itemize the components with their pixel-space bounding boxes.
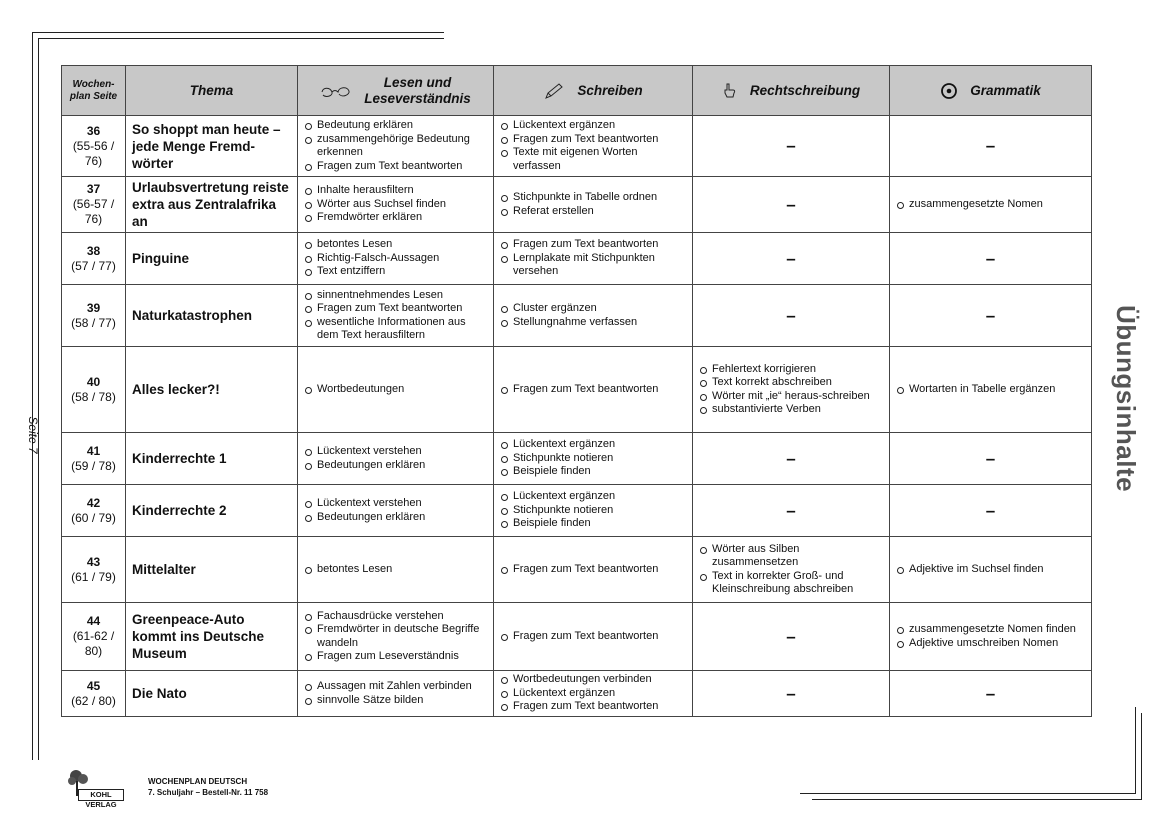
week-number: 37 <box>86 182 101 196</box>
lesen-cell <box>298 537 494 603</box>
list-item: Fragen zum Text beantworten <box>500 238 686 252</box>
header-lesen-line1: Lesen und <box>383 74 452 90</box>
list-item: Text korrekt abschreiben <box>699 376 883 390</box>
week-number: 41 <box>86 443 101 458</box>
week-plan-table <box>61 65 1092 717</box>
list-item: Beispiele finden <box>500 465 686 479</box>
week-number: 42 <box>86 495 101 510</box>
list-item: Wörter aus Silben zusammensetzen <box>699 543 883 570</box>
theme-cell: Kinderrechte 1 <box>126 433 298 485</box>
recht-cell: – <box>693 116 890 177</box>
gramm-cell <box>890 177 1092 233</box>
week-cell <box>62 285 126 347</box>
recht-cell: – <box>693 285 890 347</box>
week-number: 40 <box>86 374 101 389</box>
recht-cell: – <box>693 233 890 285</box>
week-pages: (57 / 77) <box>71 258 116 273</box>
week-cell <box>62 603 126 671</box>
list-item: Stichpunkte notieren <box>500 504 686 518</box>
table-row <box>62 603 1092 671</box>
lesen-cell <box>298 485 494 537</box>
list-item: Cluster ergänzen <box>500 302 686 316</box>
list-item: sinnvolle Sätze bilden <box>304 694 487 708</box>
list-item: Fremdwörter erklären <box>304 211 487 225</box>
list-item: Aussagen mit Zahlen verbinden <box>304 680 487 694</box>
recht-cell: – <box>693 433 890 485</box>
header-recht <box>693 66 890 116</box>
table-row <box>62 233 1092 285</box>
week-pages: (59 / 78) <box>71 458 116 473</box>
list-item: zusammengehörige Bedeutung erkennen <box>304 133 487 160</box>
list-item: Richtig-Falsch-Aussagen <box>304 252 487 266</box>
list-item: zusammengesetzte Nomen <box>896 198 1085 212</box>
week-cell <box>62 537 126 603</box>
week-number: 43 <box>86 554 101 569</box>
table-row <box>62 116 1092 177</box>
header-schreiben-label: Schreiben <box>577 83 643 98</box>
list-item: Text in korrekter Groß- und Kleinschreibung abschreiben <box>699 570 883 597</box>
lesen-cell <box>298 177 494 233</box>
hand-pointer-icon <box>722 82 738 100</box>
side-title: Übungsinhalte <box>1111 305 1141 493</box>
table-row <box>62 347 1092 433</box>
list-item: Wortarten in Tabelle ergänzen <box>896 383 1085 397</box>
list-item: sinnentnehmendes Lesen <box>304 289 487 303</box>
schreiben-cell <box>494 177 693 233</box>
schreiben-cell <box>494 347 693 433</box>
theme-cell: So shoppt man heute – jede Menge Fremd-wörter <box>126 116 298 177</box>
schreiben-cell <box>494 433 693 485</box>
week-pages: (61-62 / 80) <box>72 629 115 658</box>
week-cell <box>62 485 126 537</box>
list-item: Referat erstellen <box>500 205 686 219</box>
list-item: Texte mit eigenen Worten verfassen <box>500 146 686 173</box>
list-item: Wortbedeutungen verbinden <box>500 673 686 687</box>
list-item: Text entziffern <box>304 265 487 279</box>
week-cell <box>62 116 126 177</box>
lesen-cell <box>298 603 494 671</box>
list-item: Stellungnahme verfassen <box>500 316 686 330</box>
recht-cell: – <box>693 603 890 671</box>
header-lesen-line2: Leseverständnis <box>364 90 471 106</box>
footer-line1: WOCHENPLAN DEUTSCH <box>148 777 248 786</box>
list-item: Fragen zum Text beantworten <box>500 133 686 147</box>
list-item: Stichpunkte in Tabelle ordnen <box>500 191 686 205</box>
theme-cell: Alles lecker?! <box>126 347 298 433</box>
frame-line-right-inner <box>1141 713 1142 800</box>
list-item: Lernplakate mit Stichpunkten versehen <box>500 252 686 279</box>
gramm-cell: – <box>890 671 1092 717</box>
schreiben-cell <box>494 285 693 347</box>
table-row <box>62 537 1092 603</box>
list-item: Fachausdrücke verstehen <box>304 610 487 624</box>
frame-line-right <box>1135 707 1136 794</box>
list-item: Lückentext ergänzen <box>500 490 686 504</box>
gramm-cell <box>890 347 1092 433</box>
footer-line2: 7. Schuljahr – Bestell-Nr. 11 758 <box>148 788 269 797</box>
gramm-cell: – <box>890 116 1092 177</box>
table-row <box>62 485 1092 537</box>
list-item: Fehlertext korrigieren <box>699 363 883 377</box>
header-lesen <box>298 66 494 116</box>
frame-line-bottom <box>800 793 1135 794</box>
list-item: Fragen zum Text beantworten <box>304 302 487 316</box>
list-item: Fragen zum Text beantworten <box>500 383 686 397</box>
list-item: Inhalte herausfiltern <box>304 184 487 198</box>
header-recht-label: Rechtschreibung <box>749 83 861 98</box>
lesen-cell <box>298 233 494 285</box>
recht-cell <box>693 537 890 603</box>
list-item: Stichpunkte notieren <box>500 452 686 466</box>
list-item: Fragen zum Text beantworten <box>304 160 487 174</box>
list-item: betontes Lesen <box>304 238 487 252</box>
week-number: 38 <box>86 243 101 258</box>
table-header-row <box>62 66 1092 116</box>
lesen-cell <box>298 285 494 347</box>
header-thema: Thema <box>126 66 298 116</box>
list-item: Wörter mit „ie“ heraus-schreiben <box>699 390 883 404</box>
theme-cell: Naturkatastrophen <box>126 285 298 347</box>
list-item: Lückentext verstehen <box>304 445 487 459</box>
frame-line-top-inner <box>38 38 444 39</box>
week-cell <box>62 347 126 433</box>
week-cell <box>62 177 126 233</box>
recht-cell: – <box>693 671 890 717</box>
list-item: Bedeutungen erklären <box>304 459 487 473</box>
lesen-cell <box>298 116 494 177</box>
footer <box>64 768 269 809</box>
week-cell <box>62 433 126 485</box>
list-item: Fragen zum Text beantworten <box>500 563 686 577</box>
theme-cell: Kinderrechte 2 <box>126 485 298 537</box>
table-row <box>62 177 1092 233</box>
list-item: Wörter aus Suchsel finden <box>304 198 487 212</box>
list-item: Wortbedeutungen <box>304 383 487 397</box>
week-number: 45 <box>86 678 101 693</box>
list-item: Fragen zum Text beantworten <box>500 700 686 714</box>
list-item: Adjektive im Suchsel finden <box>896 563 1085 577</box>
list-item: Adjektive umschreiben Nomen <box>896 637 1085 651</box>
table-row <box>62 285 1092 347</box>
list-item: betontes Lesen <box>304 563 487 577</box>
theme-cell: Greenpeace-Auto kommt ins Deutsche Museum <box>126 603 298 671</box>
lesen-cell <box>298 347 494 433</box>
header-week-line1: Wochen- <box>72 78 115 90</box>
header-week <box>62 66 126 116</box>
gramm-cell: – <box>890 433 1092 485</box>
week-pages: (60 / 79) <box>71 510 116 525</box>
list-item: Lückentext verstehen <box>304 497 487 511</box>
gramm-cell <box>890 537 1092 603</box>
list-item: Fragen zum Text beantworten <box>500 630 686 644</box>
week-number: 36 <box>86 123 101 138</box>
pen-icon <box>543 82 565 100</box>
list-item: Lückentext ergänzen <box>500 687 686 701</box>
theme-cell: Die Nato <box>126 671 298 717</box>
recht-cell <box>693 347 890 433</box>
gramm-cell: – <box>890 285 1092 347</box>
schreiben-cell <box>494 603 693 671</box>
week-number: 39 <box>86 300 101 315</box>
schreiben-cell <box>494 485 693 537</box>
week-pages: (61 / 79) <box>71 569 116 584</box>
week-cell <box>62 671 126 717</box>
lesen-cell <box>298 671 494 717</box>
glasses-icon <box>320 83 352 99</box>
theme-cell: Urlaubsvertretung reiste extra aus Zentralafrika an <box>126 177 298 233</box>
list-item: Beispiele finden <box>500 517 686 531</box>
header-week-line2: plan Seite <box>69 90 118 102</box>
header-gramm <box>890 66 1092 116</box>
frame-line-bottom-inner <box>812 799 1141 800</box>
list-item: Fragen zum Leseverständnis <box>304 650 487 664</box>
list-item: zusammengesetzte Nomen finden <box>896 623 1085 637</box>
recht-cell: – <box>693 485 890 537</box>
theme-cell: Pinguine <box>126 233 298 285</box>
schreiben-cell <box>494 537 693 603</box>
schreiben-cell <box>494 671 693 717</box>
lesen-cell <box>298 433 494 485</box>
list-item: Bedeutungen erklären <box>304 511 487 525</box>
list-item: Bedeutung erklären <box>304 119 487 133</box>
week-pages: (56-57 / 76) <box>72 197 115 226</box>
publisher-logo <box>64 768 140 809</box>
list-item: Fremdwörter in deutsche Begriffe wandeln <box>304 623 487 650</box>
table-row <box>62 671 1092 717</box>
header-schreiben <box>494 66 693 116</box>
week-pages: (58 / 77) <box>71 315 116 330</box>
logo-text: KOHL VERLAG <box>78 789 124 801</box>
week-pages: (58 / 78) <box>71 389 116 404</box>
table-row <box>62 433 1092 485</box>
recht-cell: – <box>693 177 890 233</box>
page-number-label: Seite 7 <box>26 416 40 454</box>
frame-line-top <box>32 32 444 33</box>
gramm-cell <box>890 603 1092 671</box>
frame-line-left-inner <box>38 38 39 760</box>
list-item: substantivierte Verben <box>699 403 883 417</box>
list-item: Lückentext ergänzen <box>500 119 686 133</box>
week-cell <box>62 233 126 285</box>
theme-cell: Mittelalter <box>126 537 298 603</box>
list-item: Lückentext ergänzen <box>500 438 686 452</box>
gramm-cell: – <box>890 485 1092 537</box>
frame-line-left <box>32 32 33 760</box>
schreiben-cell <box>494 233 693 285</box>
gramm-cell: – <box>890 233 1092 285</box>
target-dot-icon <box>940 82 958 100</box>
schreiben-cell <box>494 116 693 177</box>
week-pages: (62 / 80) <box>71 693 116 708</box>
week-pages: (55-56 / 76) <box>72 138 115 168</box>
week-number: 44 <box>86 614 101 628</box>
header-gramm-label: Grammatik <box>970 83 1041 98</box>
list-item: wesentliche Informationen aus dem Text herausfiltern <box>304 316 487 343</box>
